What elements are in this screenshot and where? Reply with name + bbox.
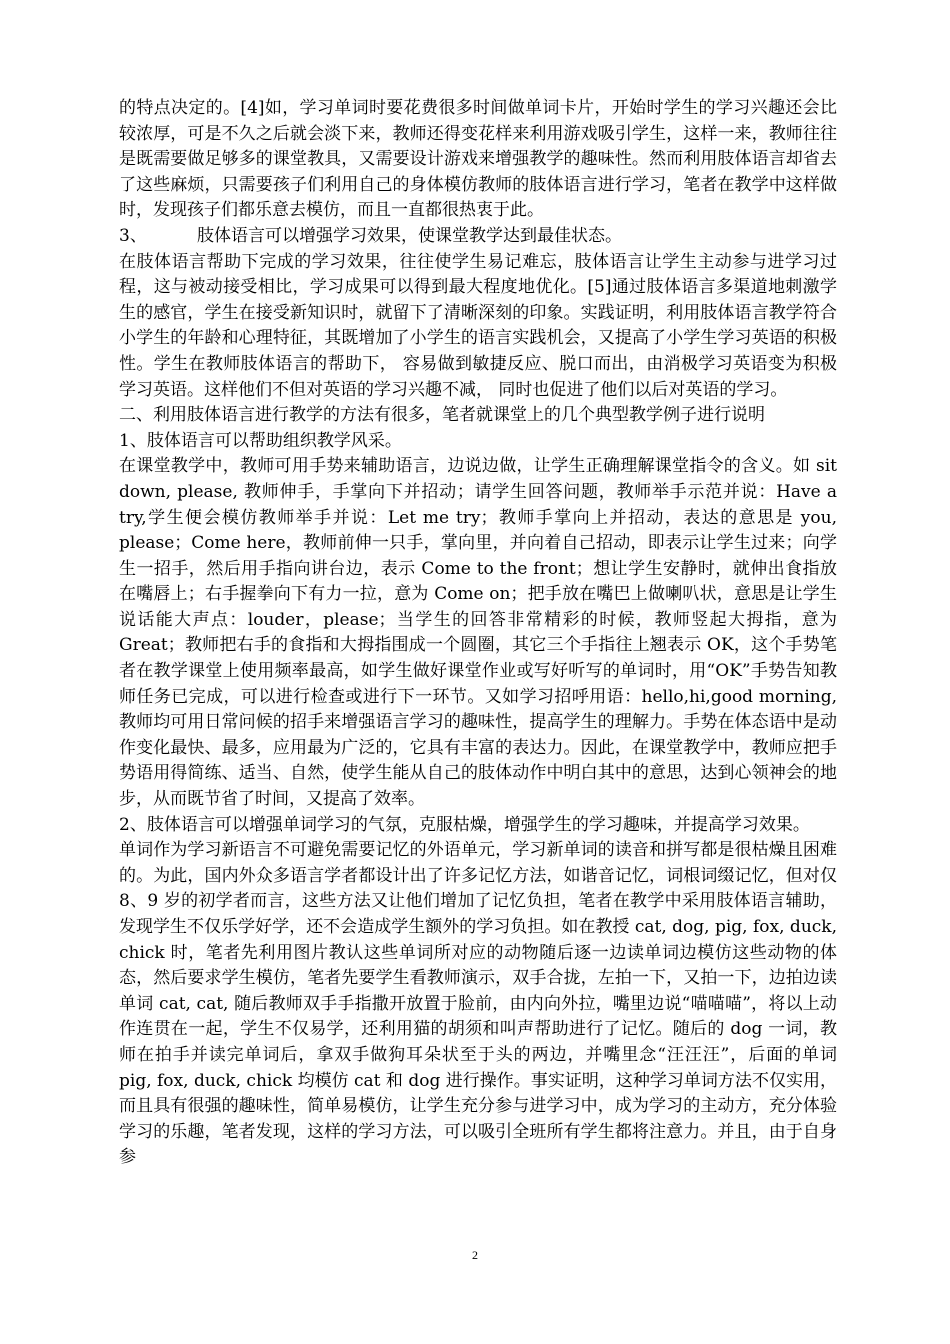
paragraph-learning-effect: 在肢体语言帮助下完成的学习效果，往往使学生易记难忘，肢体语言让学生主动参与进学习过程，这与被动接受相比，学习成果可以得到最大程度地优化。[5]通过肢体语言多渠道地刺激学生的感官，学生在接受新知识时，就留下了清晰深刻的印象。实践证明，利用肢体语言教学符合小学生的年龄和心理特征，其既增加了小学生的语言实践机会，又提高了小学生学习英语的积极性。学生在教师肢体语言的帮助下， 容易做到敏捷反应、脱口而出，由消极学习英语变为积极学习英语。这样他们不但对英语的学习兴趣不减， 同时也促进了他们以后对英语的学习。	[119, 251, 837, 400]
section-heading-text: 肢体语言可以增强学习效果，使课堂教学达到最佳状态。	[197, 225, 622, 246]
paragraph-intro-continued: 的特点决定的。[4]如，学习单词时要花费很多时间做单词卡片，开始时学生的学习兴趣还会比较浓厚，可是不久之后就会淡下来，教师还得变花样来利用游戏吸引学生，这样一来，教师往往是既需要做足够多的课堂教具，又需要设计游戏来增强教学的趣味性。然而利用肢体语言却省去了这些麻烦，只需要孩子们利用自己的身体模仿教师的肢体语言进行学习，笔者在教学中这样做时，发现孩子们都乐意去模仿，而且一直都很热衷于此。	[119, 98, 837, 221]
paragraph-gestures: 在课堂教学中，教师可用手势来辅助语言，边说边做，让学生正确理解课堂指令的含义。如 sit down, please, 教师伸手，手掌向下并招动；请学生回答问题，教师举手示范并说：Have a try,学生便会模仿教师举手并说：Let me try；教师手掌向上并招动，表达的意思是 you, please；Come here，教师前伸一只手，掌向里，并向着自己招动，即表示让学生过来；向学生一招手，然后用手指向讲台边，表示 Come to the front；想让学生安静时，就伸出食指放在嘴唇上；右手握拳向下有力一拉，意为 Come on；把手放在嘴巴上做喇叭状，意思是让学生说话能大声点：louder，please；当学生的回答非常精彩的时候，教师竖起大拇指，意为 Great；教师把右手的食指和大拇指围成一个圆圈，其它三个手指往上翘表示 OK，这个手势笔者在教学课堂上使用频率最高，如学生做好课堂作业或写好听写的单词时，用“OK”手势告知教师任务已完成，可以进行检查或进行下一环节。又如学习招呼用语：hello,hi,good morning,教师均可用日常问候的招手来增强语言学习的趣味性，提高学生的理解力。手势在体态语中是动作变化最快、最多，应用最为广泛的，它具有丰富的表达力。因此，在课堂教学中，教师应把手势语用得简练、适当、自然，使学生能从自己的肢体动作中明白其中的意思，达到心领神会的地步，从而既节省了时间，又提高了效率。	[119, 456, 837, 810]
body-text	[119, 96, 837, 1171]
subsection-heading-1: 1、肢体语言可以帮助组织教学风采。	[119, 430, 402, 451]
paragraph-vocabulary: 单词作为学习新语言不可避免需要记忆的外语单元，学习新单词的读音和拼写都是很枯燥且困难的。为此，国内外众多语言学者都设计出了许多记忆方法，如谐音记忆，词根词缀记忆，但对仅 8、9 岁的初学者而言，这些方法又让他们增加了记忆负担，笔者在教学中采用肢体语言辅助，发现学生不仅乐学好学，还不会造成学生额外的学习负担。如在教授 cat, dog, pig, fox, duck, chick 时，笔者先利用图片教认这些单词所对应的动物随后逐一边读单词边模仿这些动物的体态，然后要求学生模仿，笔者先要学生看教师演示，双手合拢，左拍一下，又拍一下，边拍边读单词 cat, cat, 随后教师双手手指撒开放置于脸前，由内向外拉，嘴里边说“喵喵喵”，将以上动作连贯在一起，学生不仅易学，还利用猫的胡须和叫声帮助进行了记忆。随后的 dog 一词，教师在拍手并读完单词后，拿双手做狗耳朵状至于头的两边，并嘴里念“汪汪汪”，后面的单词 pig, fox, duck, chick 均模仿 cat 和 dog 进行操作。事实证明，这种学习单词方法不仅实用，而且具有很强的趣味性，简单易模仿，让学生充分参与进学习中，成为学习的主动方，充分体验学习的乐趣，笔者发现，这样的学习方法，可以吸引全班所有学生都将注意力。并且，由于自身参	[119, 840, 837, 1168]
section-heading-2: 二、利用肢体语言进行教学的方法有很多，笔者就课堂上的几个典型教学例子进行说明	[119, 405, 765, 426]
section-heading-3	[119, 224, 837, 250]
page-number: 2	[472, 1248, 478, 1262]
subsection-heading-2: 2、肢体语言可以增强单词学习的气氛，克服枯燥，增强学生的学习趣味，并提高学习效果。	[119, 814, 810, 835]
section-number: 3、	[119, 225, 147, 246]
